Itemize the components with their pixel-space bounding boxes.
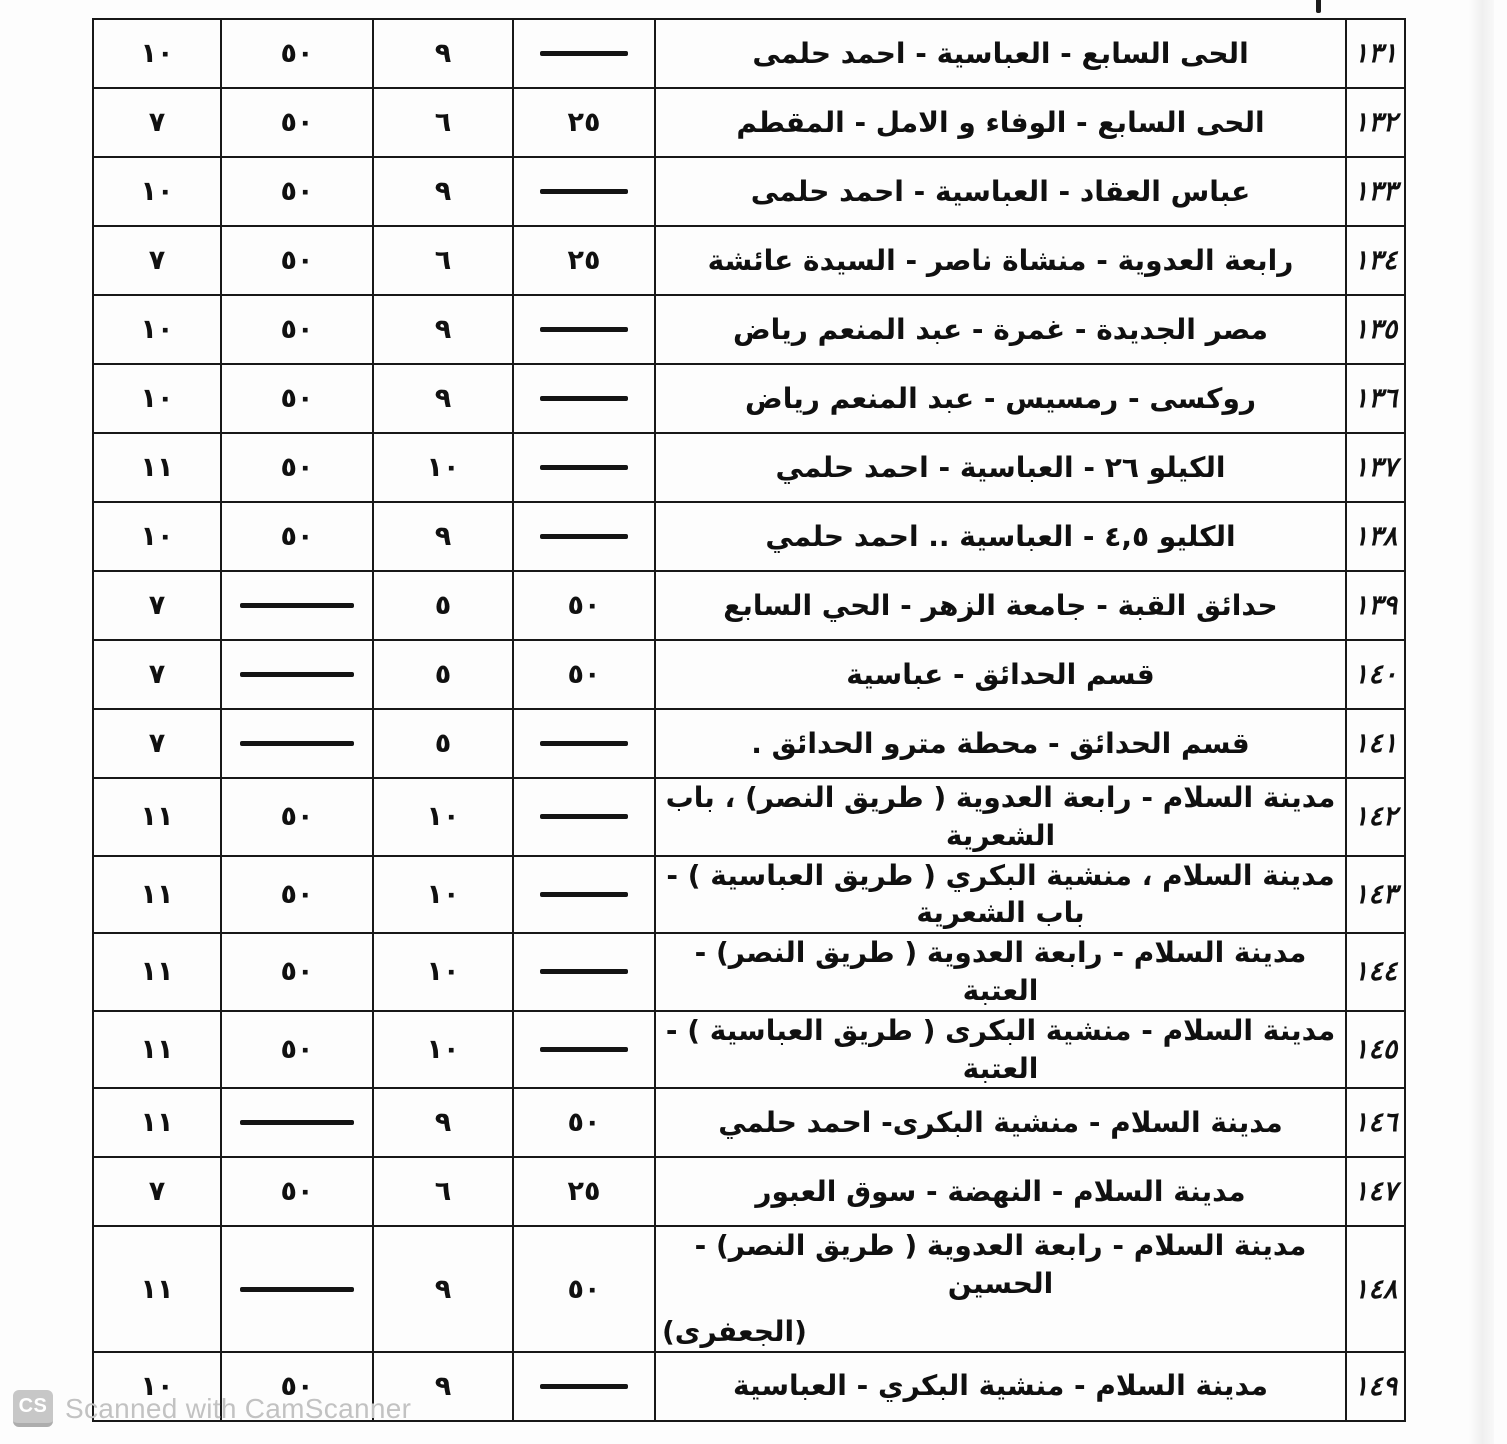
route-name-cell xyxy=(655,709,1346,778)
route-name-text: مدينة السلام - النهضة - سوق العبور xyxy=(755,1174,1246,1208)
route-name-cell xyxy=(655,1157,1346,1226)
route-name-text: الكليو ٤,٥ - العباسية .. احمد حلمي xyxy=(765,519,1236,553)
value-cell-3: ٥٠ xyxy=(221,88,373,157)
value-cell-3: ٥٠ xyxy=(221,295,373,364)
route-number-cell: ١٤٩ xyxy=(1346,1352,1405,1421)
value-cell-2: ١٠ xyxy=(373,433,513,502)
value-cell-3 xyxy=(221,1088,373,1157)
route-row xyxy=(93,502,1405,571)
empty-dash-mark xyxy=(240,1287,353,1292)
camscanner-logo-icon: CS xyxy=(13,1390,53,1427)
route-name-cell xyxy=(655,1088,1346,1157)
route-name-text: مدينة السلام - رابعة العدوية ( طريق النصر) - الحسين xyxy=(694,1229,1307,1301)
route-name-cell xyxy=(655,226,1346,295)
value-cell-4: ١١ xyxy=(93,778,221,856)
scan-artifact-mark xyxy=(1316,0,1321,13)
value-cell-4: ٧ xyxy=(93,640,221,709)
value-cell-4: ٧ xyxy=(93,1157,221,1226)
route-name-cell xyxy=(655,1011,1346,1089)
route-name-text: مدينة السلام - رابعة العدوية ( طريق النصر) ، باب الشعرية xyxy=(665,781,1336,852)
route-row xyxy=(93,1226,1405,1351)
empty-dash-mark xyxy=(240,741,353,746)
value-cell-2: ٩ xyxy=(373,1352,513,1421)
route-number-cell: ١٤١ xyxy=(1346,709,1405,778)
value-cell-2: ١٠ xyxy=(373,1011,513,1089)
route-number-cell: ١٣٧ xyxy=(1346,433,1405,502)
route-row xyxy=(93,88,1405,157)
route-name-cell xyxy=(655,571,1346,640)
value-cell-2: ٩ xyxy=(373,1088,513,1157)
value-cell-2: ٩ xyxy=(373,19,513,88)
value-cell-1 xyxy=(513,433,655,502)
route-number-cell: ١٣٣ xyxy=(1346,157,1405,226)
route-row xyxy=(93,433,1405,502)
camscanner-footer-text: Scanned with CamScanner xyxy=(65,1392,412,1424)
empty-dash-mark xyxy=(540,51,627,56)
route-number-cell: ١٣٩ xyxy=(1346,571,1405,640)
value-cell-4: ١٠ xyxy=(93,364,221,433)
value-cell-2: ٥ xyxy=(373,640,513,709)
camscanner-footer xyxy=(13,1390,411,1427)
value-cell-1: ٢٥ xyxy=(513,1157,655,1226)
empty-dash-mark xyxy=(540,741,627,746)
value-cell-3: ٥٠ xyxy=(221,1157,373,1226)
value-cell-1: ٢٥ xyxy=(513,226,655,295)
route-name-text: مدينة السلام - رابعة العدوية ( طريق النصر) - العتبة xyxy=(694,936,1307,1007)
value-cell-4: ٧ xyxy=(93,571,221,640)
route-row xyxy=(93,856,1405,934)
route-name-text: مدينة السلام - منشية البكرى ( طريق العباسية ) - العتبة xyxy=(665,1013,1336,1085)
empty-dash-mark xyxy=(540,1047,627,1052)
route-row xyxy=(93,19,1405,88)
route-name-cell xyxy=(655,19,1346,88)
route-row xyxy=(93,1157,1405,1226)
value-cell-2: ٦ xyxy=(373,88,513,157)
route-name-text: مدينة السلام - منشية البكرى- احمد حلمي xyxy=(718,1105,1283,1139)
value-cell-4: ١٠ xyxy=(93,19,221,88)
empty-dash-mark xyxy=(540,814,627,819)
value-cell-4: ١١ xyxy=(93,1011,221,1089)
route-number-cell: ١٣٤ xyxy=(1346,226,1405,295)
value-cell-2: ٦ xyxy=(373,226,513,295)
route-number-cell: ١٤٧ xyxy=(1346,1157,1405,1226)
route-name-text: عباس العقاد - العباسية - احمد حلمى xyxy=(750,174,1251,208)
empty-dash-mark xyxy=(540,534,627,539)
value-cell-1: ٥٠ xyxy=(513,1088,655,1157)
route-row xyxy=(93,1088,1405,1157)
value-cell-4: ١٠ xyxy=(93,295,221,364)
value-cell-1 xyxy=(513,1011,655,1089)
route-number-cell: ١٤٠ xyxy=(1346,640,1405,709)
route-name-cell xyxy=(655,778,1346,856)
empty-dash-mark xyxy=(240,672,353,677)
value-cell-4: ١٠ xyxy=(93,1352,221,1421)
route-row xyxy=(93,364,1405,433)
value-cell-1 xyxy=(513,19,655,88)
value-cell-1 xyxy=(513,709,655,778)
route-name-text: رابعة العدوية - منشاة ناصر - السيدة عائشة xyxy=(707,243,1294,277)
value-cell-2: ٥ xyxy=(373,571,513,640)
route-name-cell xyxy=(655,640,1346,709)
value-cell-4: ١١ xyxy=(93,1088,221,1157)
value-cell-3: ٥٠ xyxy=(221,933,373,1011)
route-name-cell xyxy=(655,295,1346,364)
route-name-cell xyxy=(655,157,1346,226)
empty-dash-mark xyxy=(540,189,627,194)
value-cell-4: ١١ xyxy=(93,933,221,1011)
value-cell-4: ١١ xyxy=(93,433,221,502)
route-name-text: الكيلو ٢٦ - العباسية - احمد حلمي xyxy=(775,450,1226,484)
value-cell-2: ١٠ xyxy=(373,778,513,856)
route-name-cell xyxy=(655,856,1346,934)
route-name-text: مدينة السلام ، منشية البكري ( طريق العباسية ) - باب الشعرية xyxy=(666,858,1335,930)
value-cell-1: ٥٠ xyxy=(513,640,655,709)
route-number-cell: ١٣٦ xyxy=(1346,364,1405,433)
route-name-cell xyxy=(655,933,1346,1011)
value-cell-1 xyxy=(513,295,655,364)
route-number-cell: ١٤٤ xyxy=(1346,933,1405,1011)
value-cell-1: ٥٠ xyxy=(513,571,655,640)
value-cell-1 xyxy=(513,778,655,856)
value-cell-2: ٩ xyxy=(373,295,513,364)
route-name-text: حدائق القبة - جامعة الزهر - الحي السابع xyxy=(723,588,1278,622)
route-row xyxy=(93,571,1405,640)
value-cell-1: ٥٠ xyxy=(513,1226,655,1351)
route-name-text: روكسى - رمسيس - عبد المنعم رياض xyxy=(745,381,1256,415)
empty-dash-mark xyxy=(540,465,627,470)
route-row xyxy=(93,709,1405,778)
route-name-cell xyxy=(655,502,1346,571)
route-name-cell xyxy=(655,433,1346,502)
route-row xyxy=(93,640,1405,709)
value-cell-1: ٢٥ xyxy=(513,88,655,157)
value-cell-3: ٥٠ xyxy=(221,226,373,295)
value-cell-2: ٩ xyxy=(373,157,513,226)
route-name-text: مدينة السلام - منشية البكري - العباسية xyxy=(733,1369,1268,1403)
route-row xyxy=(93,157,1405,226)
route-name-text: الحى السابع - العباسية - احمد حلمى xyxy=(752,36,1249,70)
route-name-cell xyxy=(655,1352,1346,1421)
value-cell-3: ٥٠ xyxy=(221,856,373,934)
empty-dash-mark xyxy=(240,603,353,608)
value-cell-3: ٥٠ xyxy=(221,1011,373,1089)
value-cell-1 xyxy=(513,933,655,1011)
route-row xyxy=(93,295,1405,364)
value-cell-4: ١١ xyxy=(93,1226,221,1351)
value-cell-1 xyxy=(513,502,655,571)
route-number-cell: ١٤٦ xyxy=(1346,1088,1405,1157)
empty-dash-mark xyxy=(540,1384,627,1389)
value-cell-4: ٧ xyxy=(93,226,221,295)
value-cell-3: ٥٠ xyxy=(221,19,373,88)
value-cell-2: ٦ xyxy=(373,1157,513,1226)
value-cell-3 xyxy=(221,640,373,709)
route-number-cell: ١٣٥ xyxy=(1346,295,1405,364)
routes-table-body xyxy=(93,19,1405,1421)
route-name-text: قسم الحدائق - محطة مترو الحدائق . xyxy=(751,726,1250,760)
route-name-text: الحى السابع - الوفاء و الامل - المقطم xyxy=(736,105,1265,139)
value-cell-2: ٩ xyxy=(373,502,513,571)
route-name-text: مصر الجديدة - غمرة - عبد المنعم رياض xyxy=(733,312,1268,346)
empty-dash-mark xyxy=(240,1120,353,1125)
value-cell-3 xyxy=(221,709,373,778)
route-row xyxy=(93,226,1405,295)
value-cell-4: ١٠ xyxy=(93,502,221,571)
empty-dash-mark xyxy=(540,327,627,332)
value-cell-2: ٥ xyxy=(373,709,513,778)
value-cell-2: ١٠ xyxy=(373,933,513,1011)
empty-dash-mark xyxy=(540,969,627,974)
value-cell-1 xyxy=(513,856,655,934)
value-cell-4: ٧ xyxy=(93,88,221,157)
value-cell-3: ٥٠ xyxy=(221,433,373,502)
route-number-cell: ١٤٨ xyxy=(1346,1226,1405,1351)
empty-dash-mark xyxy=(540,396,627,401)
value-cell-1 xyxy=(513,364,655,433)
empty-dash-mark xyxy=(540,892,627,897)
value-cell-4: ١٠ xyxy=(93,157,221,226)
value-cell-1 xyxy=(513,157,655,226)
value-cell-4: ٧ xyxy=(93,709,221,778)
route-name-text: قسم الحدائق - عباسية xyxy=(846,657,1155,691)
route-number-cell: ١٤٣ xyxy=(1346,856,1405,934)
value-cell-3: ٥٠ xyxy=(221,157,373,226)
value-cell-3: ٥٠ xyxy=(221,778,373,856)
value-cell-2: ١٠ xyxy=(373,856,513,934)
route-number-cell: ١٣٨ xyxy=(1346,502,1405,571)
route-name-text-line2: (الجعفرى) xyxy=(662,1314,807,1348)
value-cell-3: ٥٠ xyxy=(221,364,373,433)
route-number-cell: ١٣٢ xyxy=(1346,88,1405,157)
route-number-cell: ١٤٥ xyxy=(1346,1011,1405,1089)
scan-edge-shadow xyxy=(1468,0,1494,1444)
route-name-cell xyxy=(655,88,1346,157)
route-name-cell xyxy=(655,1226,1346,1351)
value-cell-3: ٥٠ xyxy=(221,502,373,571)
route-row xyxy=(93,933,1405,1011)
route-number-cell: ١٤٢ xyxy=(1346,778,1405,856)
value-cell-2: ٩ xyxy=(373,364,513,433)
value-cell-1 xyxy=(513,1352,655,1421)
bus-routes-table xyxy=(92,18,1406,1422)
route-row xyxy=(93,1011,1405,1089)
value-cell-4: ١١ xyxy=(93,856,221,934)
value-cell-3 xyxy=(221,571,373,640)
route-row xyxy=(93,778,1405,856)
route-name-cell xyxy=(655,364,1346,433)
route-number-cell: ١٣١ xyxy=(1346,19,1405,88)
value-cell-2: ٩ xyxy=(373,1226,513,1351)
value-cell-3 xyxy=(221,1226,373,1351)
value-cell-3: ٥٠ xyxy=(221,1352,373,1421)
